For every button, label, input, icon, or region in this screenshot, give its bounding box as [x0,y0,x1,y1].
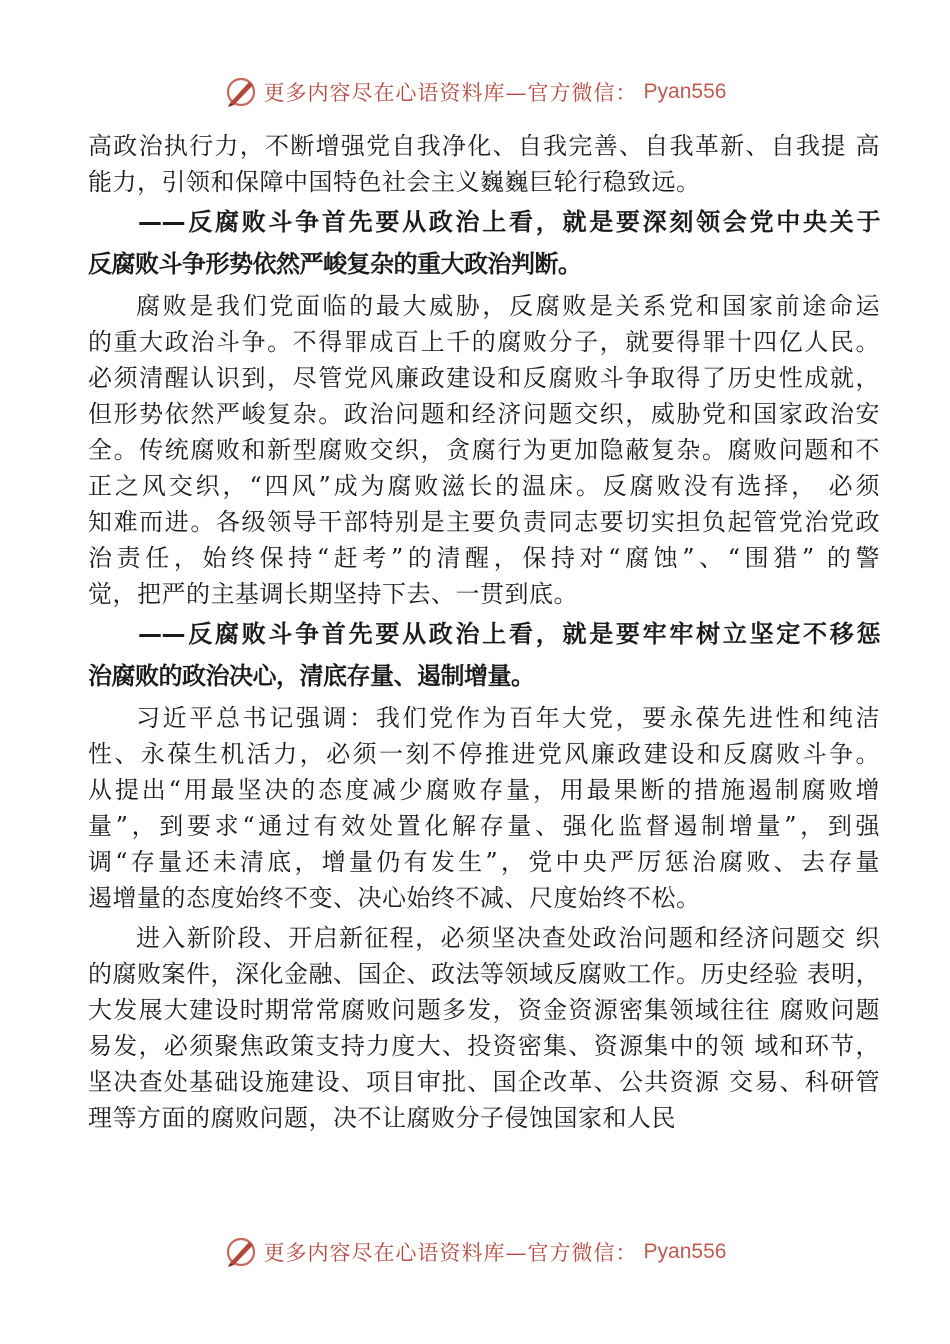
header-banner [0,70,950,114]
text-line: 全。传统腐败和新型腐败交织，贪腐行为更加隐蔽复杂。腐败问题和不 [88,436,880,464]
banner-wechat-handle: Pyan556 [643,1240,727,1263]
text-line: 的腐败案件，深化金融、国企、政法等领域反腐败工作。历史经验 表明， [88,960,881,988]
text-line: 习近平总书记强调：我们党作为百年大党，要永葆先进性和纯洁 [136,704,880,732]
text-line: 知难而进。各级领导干部特别是主要负责同志要切实担负起管党治党政 [88,508,880,536]
text-line: 理等方面的腐败问题，决不让腐败分子侵蚀国家和人民 [88,1104,676,1132]
section-heading-line: ——反腐败斗争首先要从政治上看，就是要牢牢树立坚定不移惩 [138,620,880,648]
text-line: 遏增量的态度始终不变、决心始终不减、尺度始终不松。 [88,884,701,912]
text-line: 但形势依然严峻复杂。政治问题和经济问题交织，威胁党和国家政治安 [88,400,880,428]
document-body [88,128,880,1136]
text-line: 进入新阶段、开启新征程，必须坚决查处政治问题和经济问题交 织 [136,924,880,952]
banner-text: 更多内容尽在心语资料库—官方微信： [263,1241,638,1265]
section-heading-line: 治腐败的政治决心，清底存量、遏制增量。 [88,662,535,690]
text-line: 从提出“用最坚决的态度减少腐败存量，用最果断的措施遏制腐败增 [88,776,880,804]
pen-logo-icon [224,1235,258,1269]
text-line: 量”，到要求“通过有效处置化解存量、强化监督遏制增量”，到强 [88,812,880,840]
banner-text: 更多内容尽在心语资料库—官方微信： [263,81,638,105]
text-line: 能力，引领和保障中国特色社会主义巍巍巨轮行稳致远。 [88,168,701,196]
text-line: 的重大政治斗争。不得罪成百上千的腐败分子，就要得罪十四亿人民。 [88,328,880,356]
text-line: 性、永葆生机活力，必须一刻不停推进党风廉政建设和反腐败斗争。 [88,740,880,768]
text-line: 大发展大建设时期常常腐败问题多发，资金资源密集领域往往 腐败问题 [88,996,880,1024]
text-line: 坚决查处基础设施建设、项目审批、国企改革、公共资源 交易、科研管 [88,1068,880,1096]
footer-banner [0,1230,950,1274]
text-line: 调“存量还未清底，增量仍有发生”，党中央严厉惩治腐败、去存量 [88,848,880,876]
text-line: 必须清醒认识到，尽管党风廉政建设和反腐败斗争取得了历史性成就， [88,364,880,392]
pen-logo-icon [224,75,258,109]
text-line: 易发，必须聚焦政策支持力度大、投资密集、资源集中的领 域和环节， [88,1032,880,1060]
text-line: 腐败是我们党面临的最大威胁，反腐败是关系党和国家前途命运 [136,292,880,320]
text-line: 治责任，始终保持“赶考”的清醒，保持对“腐蚀”、“围猎” 的警 [88,544,880,572]
text-line: 觉，把严的主基调长期坚持下去、一贯到底。 [88,580,578,608]
text-line: 正之风交织，“四风”成为腐败滋长的温床。反腐败没有选择， 必须 [88,472,880,500]
section-heading-line: 反腐败斗争形势依然严峻复杂的重大政治判断。 [88,250,582,278]
text-line: 高政治执行力，不断增强党自我净化、自我完善、自我革新、自我提 高 [88,132,880,160]
banner-wechat-handle: Pyan556 [643,80,727,103]
section-heading-line: ——反腐败斗争首先要从政治上看，就是要深刻领会党中央关于 [138,208,880,236]
